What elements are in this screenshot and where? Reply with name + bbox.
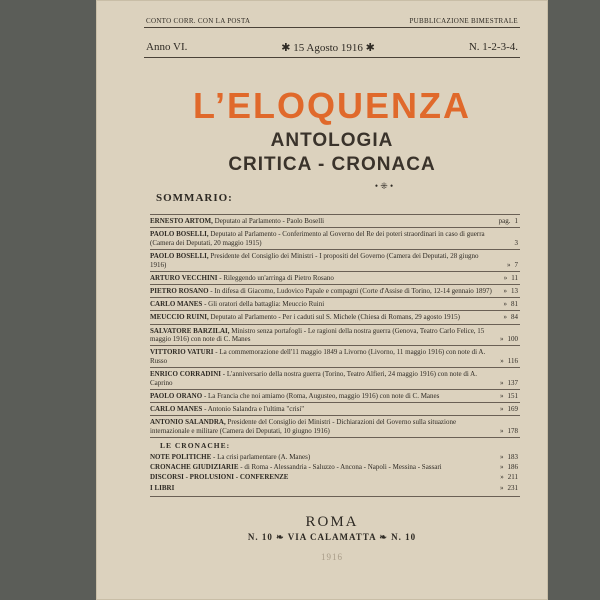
table-of-contents [150, 213, 520, 499]
toc-entry-text [150, 405, 494, 414]
page-prefix: » [500, 378, 504, 387]
page-prefix: » [500, 453, 504, 461]
toc-entry [150, 252, 520, 269]
divider [150, 437, 520, 438]
page-prefix: » [500, 426, 504, 435]
page-number: 1 [514, 217, 518, 225]
page-prefix: » [500, 391, 504, 400]
toc-entry [150, 230, 520, 247]
toc-entry-author: ENRICO CORRADINI [150, 370, 221, 379]
page-number: 178 [507, 426, 518, 435]
divider [150, 367, 520, 368]
divider [150, 389, 520, 390]
toc-entry-author: PIETRO ROSANO [150, 286, 209, 295]
toc-entry-title: - La Francia che noi amiamo (Roma, Augusteo, maggio 1916) con note di C. Manes [202, 391, 440, 400]
toc-entry-page [494, 379, 518, 388]
toc-entry [150, 300, 520, 309]
issue-number: N. 1-2-3-4. [468, 41, 518, 53]
toc-entry [150, 418, 520, 435]
page-prefix: » [503, 300, 507, 309]
toc-entry-title: Deputato al Parlamento - Paolo Boselli [212, 217, 325, 225]
divider [150, 214, 520, 215]
toc-entry-title: Ministro senza portafogli - Le ragioni della nostra guerra (Genova, Teatro Carlo Felice, 15 maggio 1916) con note di C. Manes [150, 326, 485, 344]
toc-entry-page [494, 484, 518, 493]
toc-entry [150, 348, 520, 365]
toc-entry-page [494, 357, 518, 366]
page-number: 84 [511, 313, 518, 322]
toc-entry-text [150, 484, 494, 493]
publication-year: 1916 [321, 552, 343, 562]
toc-entry [150, 274, 520, 283]
toc-entry [150, 405, 520, 414]
toc-entry-title: - Gli oratori della battaglia: Meuccio Ruini [202, 300, 325, 309]
sommario-heading: SOMMARIO: [156, 192, 233, 204]
issue-line [146, 41, 518, 54]
toc-entry-page [494, 405, 518, 414]
page-prefix: pag. [498, 217, 511, 225]
page-number: 100 [507, 335, 518, 344]
toc-entry-title: - La commemorazione dell'11 maggio 1849 a Livorno (Livorno, 11 maggio 1916) con note di A. Russo [150, 348, 486, 365]
toc-entry-page [494, 313, 518, 322]
toc-entry [150, 287, 520, 296]
masthead-title: L’ELOQUENZA [192, 85, 471, 126]
toc-entry-page [494, 335, 518, 344]
cronache-entries [150, 453, 520, 492]
toc-entry [150, 313, 520, 322]
toc-entry-page [494, 274, 518, 283]
city-imprint: ROMA [305, 514, 359, 530]
toc-entry-page [494, 239, 518, 248]
toc-entry [150, 473, 520, 482]
page-prefix: » [503, 273, 508, 282]
volume-year: Anno VI. [146, 41, 188, 53]
page-number: 81 [511, 300, 518, 309]
toc-entries [150, 214, 520, 435]
toc-entry-title: - di Roma - Alessandria - Saluzzo - Ancona - Napoli - Messina - Sassari [238, 463, 442, 472]
toc-entry-text [150, 252, 494, 269]
ornament-divider: • ⁜ • [374, 181, 394, 191]
page-number: 11 [511, 273, 518, 282]
divider [144, 57, 520, 58]
toc-entry-title: Presidente del Consiglio dei Ministri - Dichiarazioni del Governo sulla situazione internazionale e militare (Camera dei Deputati, 10 giugno 1916) [150, 418, 457, 435]
page-number: 3 [514, 238, 518, 247]
page-number: 137 [507, 378, 518, 387]
page-prefix: » [500, 356, 504, 365]
toc-entry-text [150, 370, 494, 387]
divider [150, 284, 520, 285]
page-number: 231 [507, 483, 518, 492]
page-number: 116 [507, 356, 518, 365]
issue-date: ✱ 15 Agosto 1916 ✱ [281, 42, 375, 54]
toc-entry-title: Presidente del Consiglio dei Ministri - I propositi del Governo (Camera dei Deputati, 28 giugno 1916) [150, 251, 479, 269]
page-number: 169 [507, 405, 518, 414]
toc-entry-title: - In difesa di Giacomo, Ludovico Papale e compagni (Corte d'Assise di Torino, 12-14 gennaio 1897) [208, 286, 492, 295]
page-prefix: » [503, 313, 507, 322]
page-number: 211 [507, 473, 518, 482]
toc-entry-text [150, 274, 494, 283]
toc-entry-author: PAOLO BOSELLI, [150, 230, 209, 239]
divider [150, 345, 520, 346]
toc-entry [150, 370, 520, 387]
toc-entry [150, 453, 520, 462]
page-prefix: » [507, 260, 511, 269]
toc-entry-author: CARLO MANES [150, 300, 203, 309]
toc-entry-author: ANTONIO SALANDRA, [150, 418, 226, 427]
toc-entry-text [150, 453, 494, 462]
toc-entry-title: - Rileggendo un'arringa di Pietro Rosano [217, 273, 334, 282]
toc-entry-author: ERNESTO ARTOM, [150, 217, 213, 225]
toc-entry-author: MEUCCIO RUINI, [150, 313, 209, 322]
toc-entry-page [494, 287, 518, 296]
postal-note: CONTO CORR. CON LA POSTA [146, 17, 251, 25]
toc-entry-author: SALVATORE BARZILAI, [150, 326, 230, 335]
toc-entry-page [494, 473, 518, 482]
toc-entry-author: DISCORSI - PROLUSIONI - CONFERENZE [150, 473, 289, 482]
top-notes [146, 17, 518, 25]
toc-entry-title: - L'anniversario della nostra guerra (Torino, Teatro Alfieri, 24 maggio 1916) con note di A. Caprino [150, 370, 477, 387]
toc-entry-author: PAOLO ORANO [150, 391, 203, 400]
divider [150, 249, 520, 250]
page-prefix: » [500, 463, 504, 472]
subtitle-antologia: ANTOLOGIA [270, 130, 394, 151]
divider [150, 227, 520, 228]
toc-entry-text [150, 313, 494, 322]
toc-entry-page [494, 217, 518, 226]
toc-entry-author: VITTORIO VATURI [150, 348, 214, 357]
toc-entry-page [494, 261, 518, 270]
toc-entry-text [150, 327, 494, 344]
page-number: 183 [507, 453, 518, 461]
subtitle-critica-cronaca: CRITICA - CRONACA [228, 154, 436, 175]
toc-entry [150, 217, 520, 226]
toc-entry-author: CARLO MANES [150, 405, 203, 414]
toc-entry-author: PAOLO BOSELLI, [150, 251, 209, 260]
toc-entry [150, 484, 520, 493]
toc-entry-page [494, 463, 518, 472]
toc-entry-page [494, 453, 518, 462]
toc-entry-page [494, 392, 518, 401]
toc-entry-author: I LIBRI [150, 483, 175, 492]
toc-entry-title: Deputato al Parlamento - Conferimento al Governo del Re dei poteri straordinari in caso di guerra (Camera dei Deputati, 20 maggio 1915) [150, 230, 485, 247]
toc-entry-text [150, 300, 494, 309]
toc-entry-text [150, 463, 494, 472]
divider [150, 402, 520, 403]
page-number: 7 [514, 260, 518, 269]
divider [150, 271, 520, 272]
divider [150, 496, 520, 497]
page-prefix: » [500, 483, 504, 492]
toc-entry-text [150, 230, 494, 247]
toc-entry-title: - La crisi parlamentare (A. Manes) [211, 453, 311, 461]
toc-entry-page [494, 300, 518, 309]
divider [144, 27, 520, 28]
publication-frequency: PUBBLICAZIONE BIMESTRALE [409, 17, 518, 25]
page-prefix: » [500, 405, 504, 414]
toc-entry-title: Deputato al Parlamento - Per i caduti sul S. Michele (Chiesa di Romans, 29 agosto 1915) [208, 313, 460, 322]
divider [150, 415, 520, 416]
divider [150, 324, 520, 325]
toc-entry [150, 463, 520, 472]
publisher-address: N. 10 ❧ VIA CALAMATTA ❧ N. 10 [247, 532, 417, 542]
toc-entry-text [150, 217, 494, 226]
toc-entry-text [150, 418, 494, 435]
toc-entry-text [150, 348, 494, 365]
toc-entry-author: NOTE POLITICHE [150, 453, 212, 461]
cronache-heading: LE CRONACHE: [160, 441, 231, 450]
toc-entry-text [150, 473, 494, 482]
divider [150, 297, 520, 298]
divider [150, 310, 520, 311]
toc-entry [150, 327, 520, 344]
toc-entry-page [494, 427, 518, 436]
toc-entry-author: ARTURO VECCHINI [150, 273, 218, 282]
page-number: 151 [507, 391, 518, 400]
page-number: 186 [507, 463, 518, 472]
page-prefix: » [500, 473, 504, 482]
magazine-cover [96, 0, 548, 600]
page-number: 13 [511, 286, 518, 295]
page-prefix: » [503, 286, 507, 295]
toc-entry-text [150, 287, 494, 296]
toc-entry-author: CRONACHE GIUDIZIARIE [150, 463, 239, 472]
toc-entry-text [150, 392, 494, 401]
page-prefix: » [500, 335, 504, 344]
toc-entry [150, 392, 520, 401]
toc-entry-title: - Antonio Salandra e l'ultima "crisi" [202, 405, 305, 414]
